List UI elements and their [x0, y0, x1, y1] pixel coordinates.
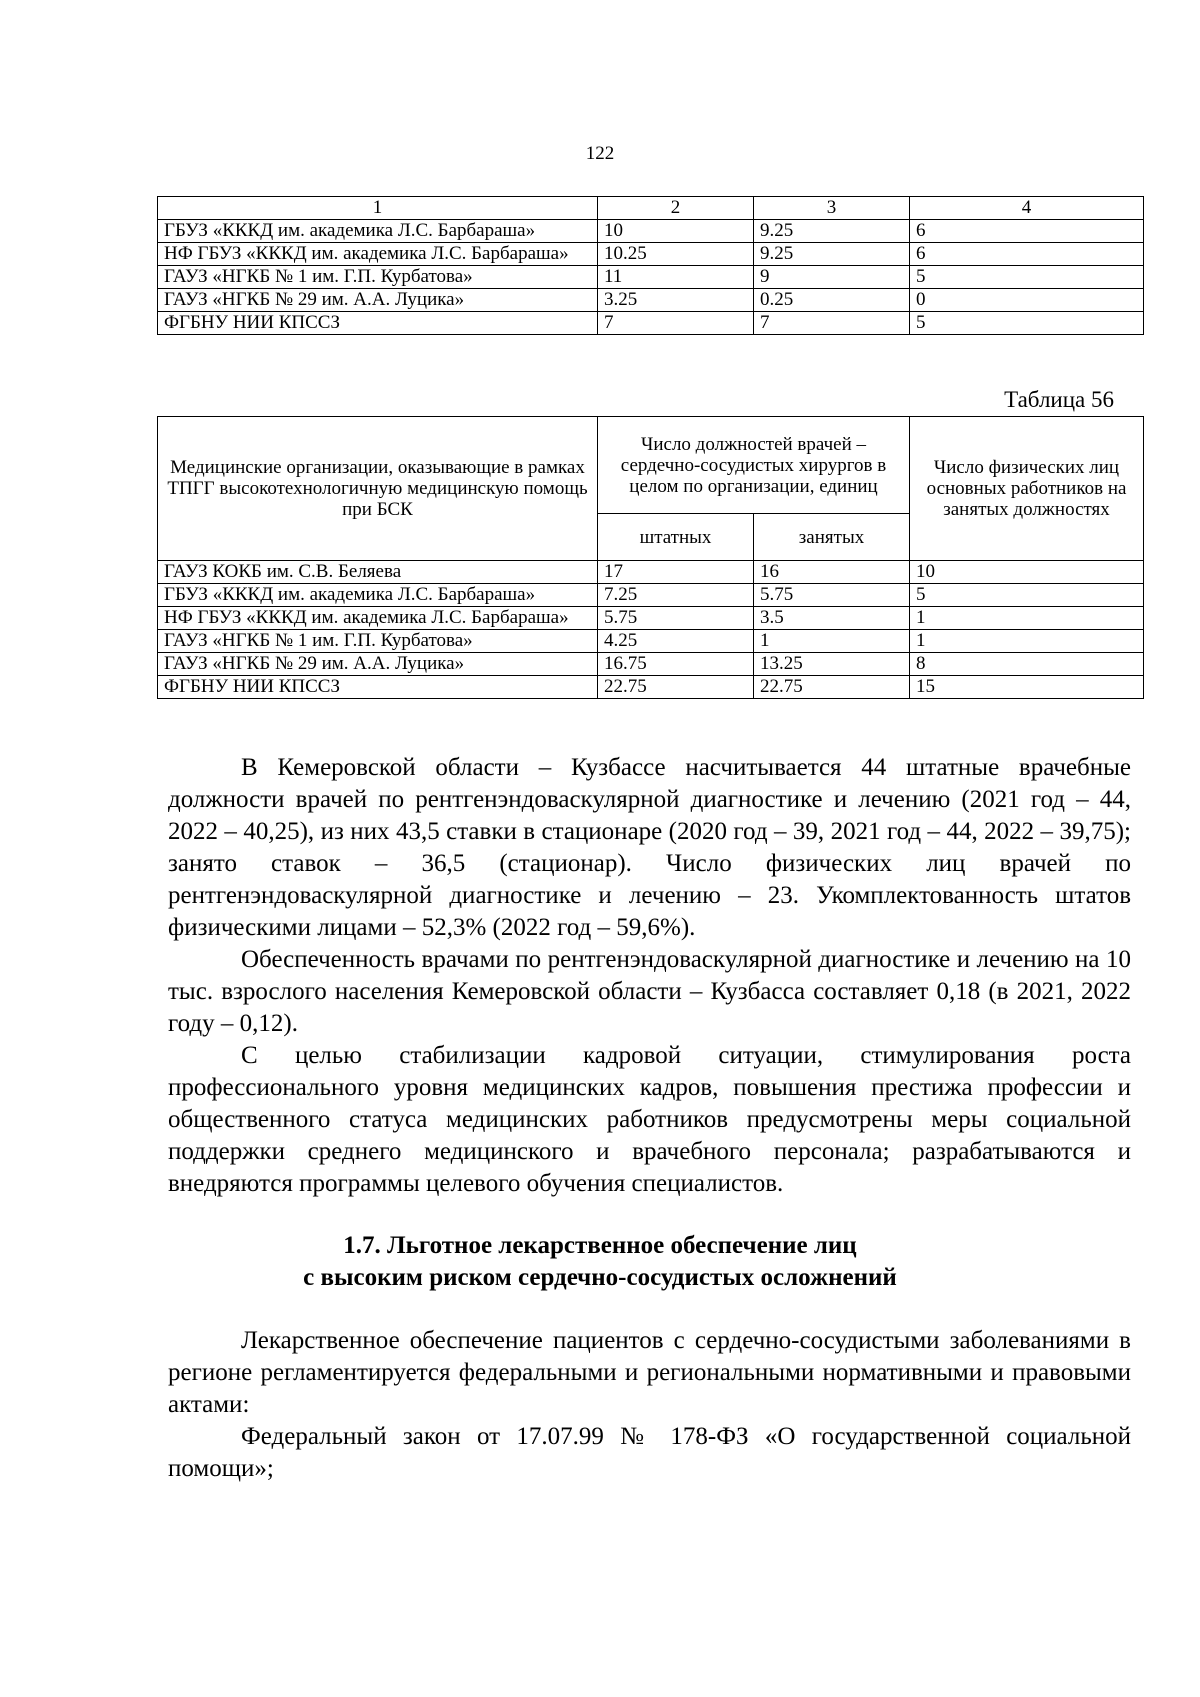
- organization-cell: ГАУЗ «НГКБ № 1 им. Г.П. Курбатова»: [158, 630, 598, 653]
- section-heading-line: с высоким риском сердечно-сосудистых осложнений: [303, 1264, 897, 1291]
- header-staffed: штатных: [598, 514, 754, 561]
- value-cell: 1: [754, 630, 910, 653]
- table-caption: Таблица 56: [1004, 387, 1114, 412]
- table-56: [157, 416, 1144, 699]
- table-row: [158, 243, 1144, 266]
- value-cell: 16.75: [598, 653, 754, 676]
- table-row: [158, 607, 1144, 630]
- table-header-row: [158, 197, 1144, 220]
- section-heading: [0, 1230, 1200, 1294]
- value-cell: 1: [910, 630, 1144, 653]
- table-header-row: [158, 417, 1144, 514]
- value-cell: 9.25: [754, 220, 910, 243]
- value-cell: 13.25: [754, 653, 910, 676]
- column-number: 4: [910, 197, 1144, 220]
- value-cell: 11: [598, 266, 754, 289]
- table-row: [158, 312, 1144, 335]
- organization-cell: ГАУЗ «НГКБ № 29 им. А.А. Луцика»: [158, 289, 598, 312]
- header-persons: Число физических лиц основных работников на занятых должностях: [910, 417, 1144, 561]
- value-cell: 5: [910, 584, 1144, 607]
- value-cell: 6: [910, 243, 1144, 266]
- value-cell: 10: [598, 220, 754, 243]
- value-cell: 5: [910, 266, 1144, 289]
- header-occupied: занятых: [754, 514, 910, 561]
- table-row: [158, 266, 1144, 289]
- value-cell: 22.75: [598, 676, 754, 699]
- organization-cell: НФ ГБУЗ «КККД им. академика Л.С. Барбараша»: [158, 607, 598, 630]
- column-number: 1: [158, 197, 598, 220]
- organization-cell: ГАУЗ «НГКБ № 29 им. А.А. Луцика»: [158, 653, 598, 676]
- paragraph: Лекарственное обеспечение пациентов с сердечно-сосудистыми заболеваниями в регионе регламентируется федеральными и региональными нормативными и правовыми актами:: [168, 1327, 1131, 1418]
- value-cell: 0.25: [754, 289, 910, 312]
- body-text: [168, 752, 1131, 1200]
- value-cell: 5.75: [598, 607, 754, 630]
- organization-cell: ФГБНУ НИИ КПССЗ: [158, 312, 598, 335]
- table-row: [158, 289, 1144, 312]
- value-cell: 10: [910, 561, 1144, 584]
- value-cell: 3.5: [754, 607, 910, 630]
- value-cell: 17: [598, 561, 754, 584]
- continued-table: [157, 196, 1144, 335]
- header-positions: Число должностей врачей – сердечно-сосудистых хирургов в целом по организации, единиц: [598, 417, 910, 514]
- value-cell: 9.25: [754, 243, 910, 266]
- value-cell: 3.25: [598, 289, 754, 312]
- value-cell: 22.75: [754, 676, 910, 699]
- value-cell: 7: [598, 312, 754, 335]
- page-number: 122: [585, 143, 615, 164]
- column-number: 3: [754, 197, 910, 220]
- organization-cell: НФ ГБУЗ «КККД им. академика Л.С. Барбараша»: [158, 243, 598, 266]
- organization-cell: ГБУЗ «КККД им. академика Л.С. Барбараша»: [158, 584, 598, 607]
- value-cell: 1: [910, 607, 1144, 630]
- value-cell: 6: [910, 220, 1144, 243]
- value-cell: 0: [910, 289, 1144, 312]
- value-cell: 7.25: [598, 584, 754, 607]
- value-cell: 9: [754, 266, 910, 289]
- organization-cell: ГБУЗ «КККД им. академика Л.С. Барбараша»: [158, 220, 598, 243]
- value-cell: 8: [910, 653, 1144, 676]
- table-row: [158, 220, 1144, 243]
- section-heading-line: 1.7. Льготное лекарственное обеспечение лиц: [343, 1232, 857, 1259]
- paragraph: Федеральный закон от 17.07.99 № 178-ФЗ «О государственной социальной помощи»;: [168, 1423, 1131, 1482]
- value-cell: 5.75: [754, 584, 910, 607]
- table-row: [158, 561, 1144, 584]
- table-row: [158, 584, 1144, 607]
- value-cell: 4.25: [598, 630, 754, 653]
- organization-cell: ГАУЗ КОКБ им. С.В. Беляева: [158, 561, 598, 584]
- value-cell: 7: [754, 312, 910, 335]
- table-row: [158, 676, 1144, 699]
- value-cell: 15: [910, 676, 1144, 699]
- table-row: [158, 630, 1144, 653]
- paragraph: В Кемеровской области – Кузбассе насчитывается 44 штатные врачебные должности врачей по рентгенэндоваскулярной диагностике и лечению (2021 год – 44, 2022 – 40,25), из них 43,5 ставки в стационаре (2020 год – 39, 2021 год – 44, 2022 – 39,75); занято ставок – 36,5 (стационар). Число физических лиц врачей по рентгенэндоваскулярной диагностике и лечению – 23. Укомплектованность штатов физическими лицами – 52,3% (2022 год – 59,6%).: [168, 754, 1131, 941]
- paragraph: Обеспеченность врачами по рентгенэндоваскулярной диагностике и лечению на 10 тыс. взрослого населения Кемеровской области – Кузбасса составляет 0,18 (в 2021, 2022 году – 0,12).: [168, 946, 1131, 1037]
- value-cell: 16: [754, 561, 910, 584]
- value-cell: 10.25: [598, 243, 754, 266]
- paragraph: С целью стабилизации кадровой ситуации, стимулирования роста профессионального уровня медицинских кадров, повышения престижа профессии и общественного статуса медицинских работников предусмотрены меры социальной поддержки среднего медицинского и врачебного персонала; разрабатываются и внедряются программы целевого обучения специалистов.: [168, 1042, 1131, 1197]
- value-cell: 5: [910, 312, 1144, 335]
- body-text: [168, 1325, 1131, 1485]
- table-row: [158, 653, 1144, 676]
- organization-cell: ГАУЗ «НГКБ № 1 им. Г.П. Курбатова»: [158, 266, 598, 289]
- header-organizations: Медицинские организации, оказывающие в рамках ТПГГ высокотехнологичную медицинскую помощь при БСК: [158, 417, 598, 561]
- column-number: 2: [598, 197, 754, 220]
- organization-cell: ФГБНУ НИИ КПССЗ: [158, 676, 598, 699]
